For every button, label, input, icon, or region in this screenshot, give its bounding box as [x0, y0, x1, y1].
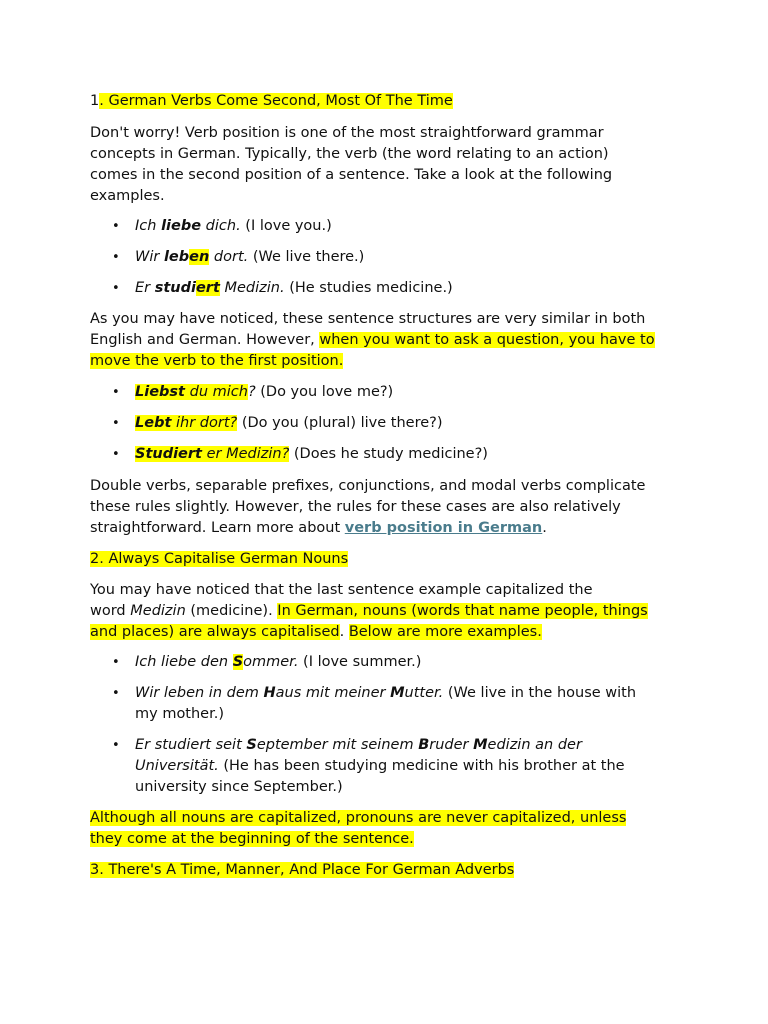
list-item: • Wir leben dort. (We live there.)	[135, 247, 690, 268]
section-1-heading: 1. German Verbs Come Second, Most Of The Time	[90, 93, 453, 109]
verb-example-list	[90, 216, 690, 237]
list-item: • Er studiert Medizin. (He studies medicine.)	[135, 278, 690, 299]
section-1-paragraph-2: As you may have noticed, these sentence structures are very similar in both English and German. However, when you want to ask a question, you have to move the verb to the first position.	[90, 311, 655, 369]
list-item: • Studiert er Medizin? (Does he study medicine?)	[135, 444, 690, 465]
noun-example-list	[90, 683, 690, 725]
noun-example-list	[90, 652, 690, 673]
list-item: • Wir leben in dem Haus mit meiner Mutter. (We live in the house with my mother.)	[135, 683, 690, 725]
list-item: • Ich liebe dich. (I love you.)	[135, 216, 690, 237]
section-3-heading: 3. There's A Time, Manner, And Place For German Adverbs	[90, 862, 515, 878]
question-example-list	[90, 444, 690, 465]
verb-example-list	[90, 247, 690, 268]
verb-position-link[interactable]: verb position in German	[344, 520, 543, 536]
list-item: • Lebt ihr dort? (Do you (plural) live there?)	[135, 413, 690, 434]
section-2-paragraph-1: You may have noticed that the last sentence example capitalized the word Medizin (medicine). In German, nouns (words that name people, things and places) are always capitalised. Below are more examples.	[90, 582, 648, 640]
noun-example-list	[90, 735, 690, 798]
question-example-list	[90, 413, 690, 434]
section-2-heading: 2. Always Capitalise German Nouns	[90, 551, 349, 567]
list-item: • Liebst du mich? (Do you love me?)	[135, 382, 690, 403]
verb-example-list	[90, 278, 690, 299]
section-1-paragraph-3: Double verbs, separable prefixes, conjunctions, and modal verbs complicate these rules slightly. However, the rules for these cases are also relatively straightforward. Learn more about verb position in German.	[90, 478, 646, 536]
list-item: • Ich liebe den Sommer. (I love summer.)	[135, 652, 690, 673]
section-2-paragraph-2: Although all nouns are capitalized, pronouns are never capitalized, unless they come at the beginning of the sentence.	[90, 810, 627, 847]
question-example-list	[90, 382, 690, 403]
section-1-intro: Don't worry! Verb position is one of the most straightforward grammar concepts in German. Typically, the verb (the word relating to an action) comes in the second position of a sentence. Take a look at the following examples.	[90, 125, 613, 204]
list-item: • Er studiert seit September mit seinem Bruder Medizin an der Universität. (He has been studying medicine with his brother at the university since September.)	[135, 735, 690, 798]
